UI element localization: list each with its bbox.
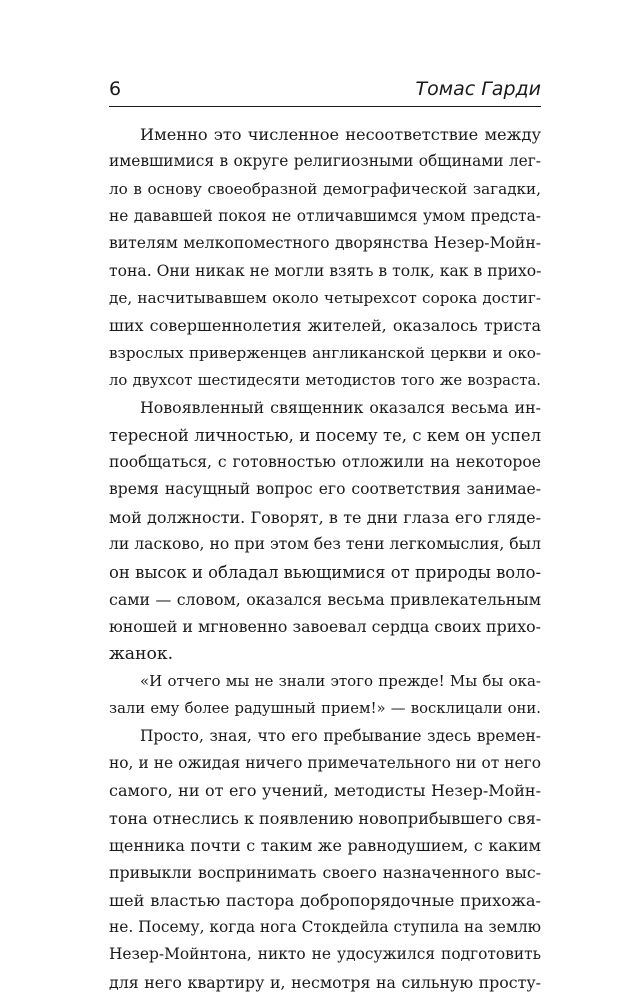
text-line: мой должности. Говорят, в те дни глаза его гляде- xyxy=(109,507,541,527)
text-line: Незер-Мойнтона, никто не удосужился подготовить xyxy=(109,945,541,964)
text-line: вителям мелкопоместного дворянства Незер-Мойн- xyxy=(109,234,541,253)
text-line: взрослых приверженцев англиканской церкви и око- xyxy=(109,343,541,362)
text-line: пообщаться, с готовностью отложили на некоторое xyxy=(109,453,541,472)
text-line: сами — словом, оказался весьма привлекательным xyxy=(109,589,541,609)
text-line: тересной личностью, и посему те, с кем он успел xyxy=(109,425,541,445)
text-line: тона. Они никак не могли взять в толк, как в прихо- xyxy=(109,261,541,280)
text-line: привыкли воспринимать своего назначенного выс- xyxy=(109,863,541,883)
text-line: для него квартиру и, несмотря на сильную просту- xyxy=(109,972,541,992)
text-line: шей властью пастора добропорядочные прихожа- xyxy=(109,890,541,910)
text-line: Именно это численное несоответствие между xyxy=(140,125,541,144)
text-line: не дававшей покоя не отличавшимся умом предста- xyxy=(109,207,541,226)
text-line: Просто, зная, что его пребывание здесь времен- xyxy=(140,726,541,745)
body-text xyxy=(109,121,541,996)
text-line: де, насчитывавшем около четырехсот сорока достиг- xyxy=(109,289,541,308)
text-line: Новоявленный священник оказался весьма ин- xyxy=(140,398,541,418)
header-rule xyxy=(109,106,541,107)
text-line: самого, ни от его учений, методисты Незер-Мойн- xyxy=(109,781,541,801)
text-line: ших совершеннолетия жителей, оказалось триста xyxy=(109,316,541,336)
text-line: ли ласково, но при этом без тени легкомыслия, был xyxy=(109,535,541,554)
text-line: ло двухсот шестидесяти методистов того же возраста. xyxy=(109,372,541,390)
text-line: щенника почти с таким же равнодушием, с каким xyxy=(109,835,541,855)
text-line: ло в основу своеобразной демографической загадки, xyxy=(109,179,541,198)
text-line: «И отчего мы не знали этого прежде! Мы бы ока- xyxy=(140,671,541,690)
running-title: Томас Гарди xyxy=(415,78,541,100)
text-line: имевшимися в округе религиозными общинами лег- xyxy=(109,152,541,171)
page-number: 6 xyxy=(109,78,122,100)
text-line: зали ему более радушный прием!» — восклицали они. xyxy=(109,700,541,718)
text-line: жанок. xyxy=(109,643,174,664)
text-line: он высок и обладал вьющимися от природы воло- xyxy=(109,562,541,582)
text-line: тона отнеслись к появлению новоприбывшего свя- xyxy=(109,808,541,828)
text-line: но, и не ожидая ничего примечательного ни от него xyxy=(109,753,541,772)
running-head xyxy=(109,76,541,102)
text-line: не. Посему, когда нога Стокдейла ступила на землю xyxy=(109,917,541,936)
text-line: время насущный вопрос его соответствия занимае- xyxy=(109,480,541,499)
text-line: юношей и мгновенно завоевал сердца своих прихо- xyxy=(109,617,541,637)
